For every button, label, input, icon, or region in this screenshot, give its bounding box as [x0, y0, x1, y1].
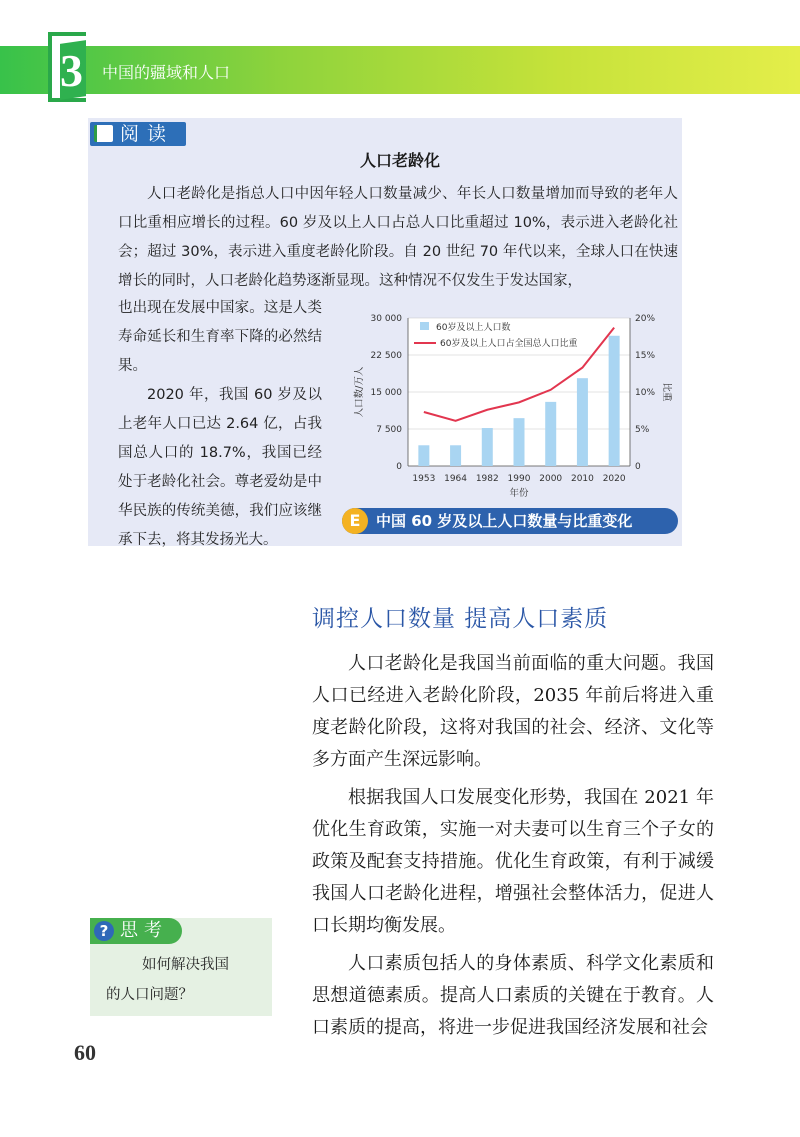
- think-tag-label: 思考: [120, 920, 168, 941]
- legend-line-label: 60岁及以上人口占全国总人口比重: [440, 339, 578, 349]
- left-tick-label: 22 500: [370, 351, 402, 361]
- left-tick-label: 7 500: [376, 425, 402, 435]
- think-tag: [90, 918, 182, 944]
- x-tick-label: 1953: [412, 474, 436, 484]
- page-number: 60: [74, 1040, 96, 1065]
- bar: [450, 445, 461, 466]
- right-tick-label: 5%: [635, 425, 650, 435]
- x-tick-label: 2010: [570, 474, 594, 484]
- left-tick-label: 15 000: [370, 388, 402, 398]
- bar: [545, 402, 556, 466]
- section-body: [312, 648, 714, 1050]
- book-icon: [94, 125, 113, 142]
- body-paragraph: 根据我国人口发展变化形势，我国在 2021 年优化生育政策，实施一对夫妻可以生育三个子女的政策及配套支持措施。优化生育政策，有利于减缓我国人口老龄化进程，增强社会整体活力，促进人口长期均衡发展。: [312, 787, 714, 936]
- bar: [577, 378, 588, 466]
- x-tick-label: 2020: [602, 474, 626, 484]
- bar: [482, 428, 493, 466]
- section-title: 调控人口数量 提高人口素质: [312, 606, 609, 632]
- reading-side-text-2: 2020 年，我国 60 岁及以上老年人口已达 2.64 亿，占我国总人口的 18.7%，我国已经处于老龄化社会。尊老爱幼是中华民族的传统美德，我们应该继承下去，将其发扬光大。: [118, 387, 322, 548]
- x-axis-label: 年份: [509, 488, 529, 499]
- body-paragraph: 人口素质包括人的身体素质、科学文化素质和思想道德素质。提高人口素质的关键在于教育。人口素质的提高，将进一步促进我国经济发展和社会: [312, 953, 714, 1038]
- population-aging-chart: [340, 306, 672, 506]
- left-axis-label: 人口数/万人: [354, 366, 365, 418]
- figure-caption: [342, 508, 678, 534]
- reading-side-text-1: 也出现在发展中国家。这是人类寿命延长和生育率下降的必然结果。: [118, 300, 322, 374]
- chapter-title: 中国的疆域和人口: [102, 63, 231, 82]
- question-icon: ?: [94, 921, 114, 941]
- x-tick-label: 2000: [539, 474, 563, 484]
- right-tick-label: 0: [635, 462, 641, 472]
- chapter-number: 3: [60, 45, 83, 96]
- right-tick-label: 20%: [635, 314, 656, 324]
- x-tick-label: 1990: [507, 474, 531, 484]
- reading-tag-label: 阅读: [120, 123, 175, 145]
- body-paragraph: 人口老龄化是我国当前面临的重大问题。我国人口已经进入老龄化阶段，2035 年前后将进入重度老龄化阶段，这将对我国的社会、经济、文化等多方面产生深远影响。: [312, 653, 714, 770]
- bar: [418, 445, 429, 466]
- think-line-1: 如何解决我国: [142, 957, 229, 973]
- think-question: [106, 950, 266, 1010]
- legend-bar-swatch: [420, 322, 429, 330]
- bar: [609, 336, 620, 466]
- legend-bar-label: 60岁及以上人口数: [436, 323, 511, 333]
- right-axis-label: 比重: [661, 382, 672, 402]
- x-tick-label: 1982: [475, 474, 499, 484]
- right-tick-label: 10%: [635, 388, 656, 398]
- chart-svg: [340, 306, 672, 506]
- left-tick-label: 0: [396, 462, 402, 472]
- reading-paragraph-text: 人口老龄化是指总人口中因年轻人口数量减少、年长人口数量增加而导致的老年人口比重相应增长的过程。60 岁及以上人口占总人口比重超过 10%，表示进入老龄化社会；超过 30%，表示进入重度老龄化阶段。自 20 世纪 70 年代以来，全球人口在快速增长的同时，人口老龄化趋势逐渐显现。这种情况不仅发生于发达国家，: [118, 186, 678, 289]
- right-tick-label: 15%: [635, 351, 656, 361]
- reading-title: 人口老龄化: [359, 151, 440, 170]
- x-tick-label: 1964: [444, 474, 468, 484]
- reading-paragraph: [118, 180, 678, 296]
- think-line-2: 的人口问题？: [106, 987, 193, 1003]
- left-tick-label: 30 000: [370, 314, 402, 324]
- bar: [514, 418, 525, 466]
- reading-side-column: [118, 294, 322, 555]
- reading-tag: [90, 122, 186, 146]
- figure-letter: E: [342, 508, 368, 534]
- figure-caption-text: 中国 60 岁及以上人口数量与比重变化: [376, 512, 633, 530]
